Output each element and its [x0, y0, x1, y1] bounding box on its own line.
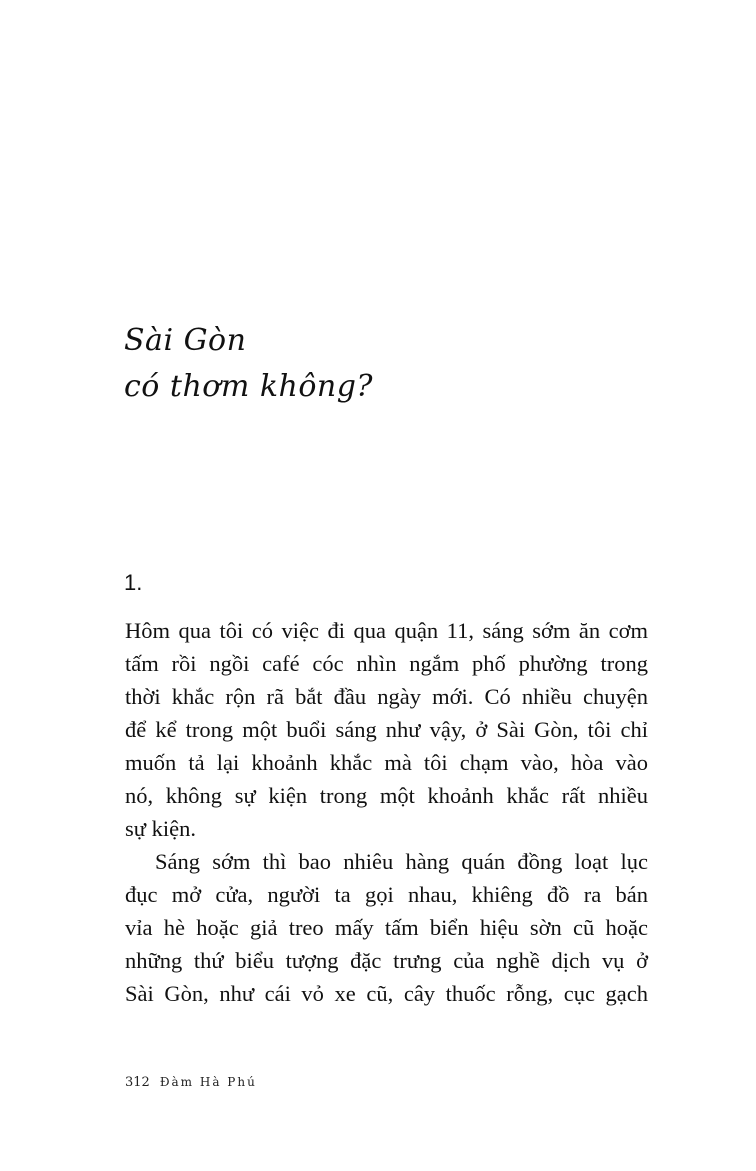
page-number: 312	[125, 1075, 150, 1090]
text-line: thời khắc rộn rã bắt đầu ngày mới. Có nhiều chuyện	[125, 684, 648, 709]
text-line: vỉa hè hoặc giả treo mấy tấm biển hiệu sờn cũ hoặc	[125, 915, 648, 940]
chapter-title-line-1: Sài Gòn	[124, 323, 247, 358]
chapter-title	[124, 318, 373, 410]
text-line: những thứ biểu tượng đặc trưng của nghề dịch vụ ở	[125, 948, 648, 973]
text-line: đục mở cửa, người ta gọi nhau, khiêng đồ ra bán	[125, 882, 648, 907]
text-line: nó, không sự kiện trong một khoảnh khắc rất nhiều	[125, 783, 648, 808]
paragraph-1	[125, 614, 648, 845]
section-number: 1.	[124, 570, 143, 595]
author-name: Đàm Hà Phú	[159, 1075, 257, 1089]
text-line: Sài Gòn, như cái vỏ xe cũ, cây thuốc rỗng, cục gạch	[125, 981, 648, 1006]
chapter-title-line-2: có thơm không?	[124, 369, 373, 404]
text-line: muốn tả lại khoảnh khắc mà tôi chạm vào, hòa vào	[125, 750, 648, 775]
text-line: tấm rồi ngồi café cóc nhìn ngắm phố phường trong	[125, 651, 648, 676]
text-line: Hôm qua tôi có việc đi qua quận 11, sáng sớm ăn cơm	[125, 618, 648, 643]
body-text	[125, 614, 648, 1010]
paragraph-2	[125, 845, 648, 1010]
page-footer	[125, 1075, 257, 1090]
text-line: Sáng sớm thì bao nhiêu hàng quán đồng loạt lục	[155, 849, 648, 874]
text-line: để kể trong một buổi sáng như vậy, ở Sài Gòn, tôi chỉ	[125, 717, 648, 742]
text-line: sự kiện.	[125, 816, 196, 841]
